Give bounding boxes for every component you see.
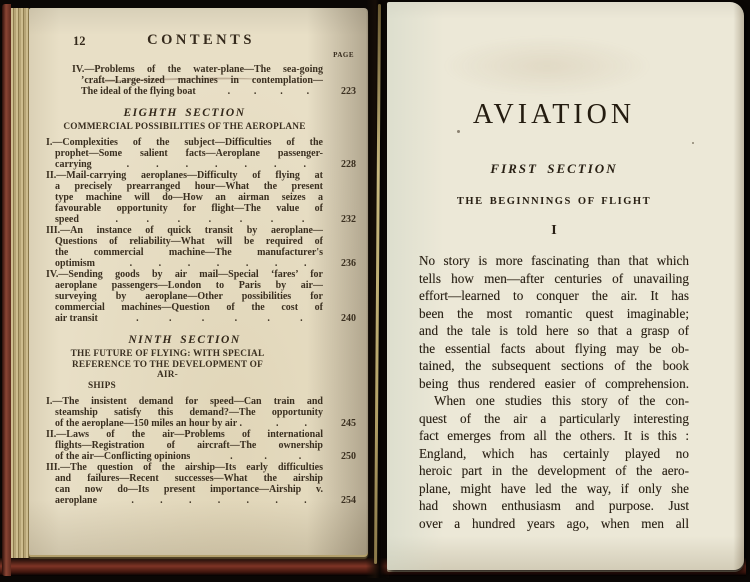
leader-dot: . — [273, 158, 277, 170]
dot-leaders — [95, 258, 341, 269]
toc-entry-line: II.—Laws of the air—Problems of international — [46, 428, 323, 440]
leader-dot: . — [146, 213, 150, 225]
leader-dot: . — [253, 86, 257, 97]
leader-dot: . — [234, 312, 238, 324]
book-title: AVIATION — [472, 99, 636, 130]
toc-entry-line: III.—An instance of quick transit by aeroplane— — [46, 224, 323, 236]
leader-dot: . — [304, 494, 307, 506]
section-subtitle — [46, 122, 323, 133]
toc-page-number: 254 — [341, 494, 356, 506]
paragraph-line: plane, might have led the way, if only she — [419, 480, 689, 496]
leader-dot: . — [267, 312, 270, 324]
toc-entry-line: II.—Mail-carrying aeroplanes—Difficulty of flying at — [46, 169, 323, 181]
body-text — [419, 252, 689, 532]
toc-entry-line: flights—Registration of aircraft—The ownership — [55, 439, 323, 451]
paragraph-line: being thus rendered easier of comprehension. — [419, 375, 689, 391]
toc-entry — [46, 429, 356, 462]
toc-entry-last-line — [55, 159, 356, 170]
page-number: 12 — [73, 34, 86, 48]
toc-entry-last-line — [55, 313, 356, 324]
toc-entry-last-line — [55, 495, 356, 506]
toc-entry-text: of the air—Conflicting opinions — [55, 450, 191, 462]
leader-dot: . — [227, 86, 231, 97]
toc-entry — [46, 269, 356, 324]
toc-entry — [46, 170, 356, 225]
toc-entry-last-line — [55, 451, 356, 462]
leader-dot: . — [158, 257, 162, 269]
contents-heading: CONTENTS — [147, 32, 255, 48]
toc-entry-line: Questions of reliability—What will be required of — [55, 235, 323, 247]
first-section-page — [387, 2, 744, 570]
paragraph-line: had shown enthusiasm and purpose. Just — [419, 498, 689, 513]
leader-dot: . — [126, 158, 130, 170]
leader-dot: . — [230, 450, 233, 462]
section-subtitle-line: REFERENCE TO THE DEVELOPMENT OF AIR- — [72, 359, 263, 381]
toc-entry-line: IV.—Sending goods by air mail—Special ‘fares’ for — [46, 268, 323, 280]
paragraph-line: quest of the air a particularly interesting — [419, 410, 689, 426]
toc-entry-line: type machine will do—How an airman seizes a — [55, 191, 323, 203]
contents-header — [46, 32, 356, 49]
leader-dot: . — [177, 213, 181, 225]
leader-dot: . — [187, 257, 191, 269]
leader-dot: . — [300, 312, 303, 324]
toc-entry-text: speed — [55, 213, 79, 225]
dot-leaders — [79, 214, 341, 225]
toc-entry-line: the commercial machine—The manufacturer's — [55, 246, 323, 258]
leader-dot: . — [270, 213, 274, 225]
toc-entry-line: ’craft—Large-sized machines in contemplation— — [81, 75, 323, 86]
toc-entry-line: surveying by aeroplane—Other possibilities for — [55, 290, 323, 302]
leader-dot: . — [306, 86, 310, 97]
page-column-label: PAGE — [333, 51, 354, 59]
paragraph-line: England, which has certainly played no — [419, 445, 689, 461]
toc-entry-line: favourable opportunity for flight—The value of — [55, 202, 323, 214]
leader-dot: . — [160, 494, 163, 506]
section-subtitle-line: SHIPS — [88, 381, 116, 392]
leader-dot: . — [131, 494, 134, 506]
toc-entry-last-line — [55, 214, 356, 225]
chapter-heading: THE BEGINNINGS OF FLIGHT — [456, 196, 652, 207]
paragraph-line: over a hundred years ago, when men all — [419, 515, 689, 531]
toc-entry — [46, 137, 356, 170]
leader-dot: . — [217, 494, 221, 506]
table-of-contents — [46, 64, 356, 506]
leader-dot: . — [245, 257, 249, 269]
leader-dot: . — [115, 213, 118, 225]
bookmark-ribbon — [374, 4, 381, 564]
leader-dot: . — [216, 257, 220, 269]
toc-page-number: 223 — [341, 86, 356, 97]
leader-dot: . — [298, 450, 302, 462]
page-edges-stack — [11, 8, 29, 558]
paragraph-line: No story is more fascinating than that which — [419, 253, 689, 268]
book-cover-edge-left — [2, 4, 11, 576]
toc-entry-line: I.—Complexities of the subject—Difficulties of the — [46, 136, 323, 148]
section-subtitle-line: COMMERCIAL POSSIBILITIES OF THE AEROPLANE — [63, 122, 306, 132]
paragraph-line: fact emerges from all the others. It is this : — [419, 428, 689, 443]
toc-entry-line: III.—The question of the airship—Its early difficulties — [46, 461, 323, 473]
leader-dot: . — [303, 257, 307, 269]
dot-leaders — [98, 313, 341, 324]
dot-leaders — [196, 86, 341, 97]
toc-entry — [46, 225, 356, 269]
book-gutter — [366, 0, 389, 578]
leader-dot: . — [239, 213, 243, 225]
contents-page — [29, 8, 368, 555]
leader-dot: . — [301, 213, 305, 225]
leader-dot: . — [264, 450, 267, 462]
toc-entry-text: optimism — [55, 257, 95, 269]
leader-dot: . — [188, 494, 192, 506]
paragraph — [419, 252, 689, 392]
toc-entry-text: aeroplane — [55, 494, 98, 506]
toc-entry-line: IV.—Problems of the water-plane—The sea-going — [72, 64, 323, 75]
leader-dot: . — [156, 158, 159, 170]
toc-entry — [46, 64, 356, 97]
toc-entry-line: can now do—Its present importance—Airship v. — [55, 483, 323, 495]
toc-entry-text: carrying — [55, 158, 92, 170]
toc-entry — [46, 462, 356, 506]
section-subtitle — [64, 349, 271, 392]
leader-dot: . — [246, 494, 250, 506]
toc-entry-text: of the aeroplane—150 miles an hour by air . — [55, 417, 242, 429]
toc-entry-last-line — [81, 86, 356, 97]
toc-entry-line: steamship satisfy this demand?—The opportunity — [55, 406, 323, 418]
toc-entry-last-line — [55, 258, 356, 269]
first-section-content — [419, 2, 689, 532]
paragraph-line: When one studies this story of the con- — [434, 393, 689, 408]
leader-dot: . — [304, 417, 307, 429]
toc-entry-line: a precisely prearranged hour—What the present — [55, 180, 323, 192]
toc-entry-last-line — [55, 418, 356, 429]
paragraph-line: tained, the subsequent sections of the book — [419, 358, 689, 373]
leader-dot: . — [208, 213, 212, 225]
section-heading: FIRST SECTION — [490, 161, 618, 176]
toc-entry-text: air transit — [55, 312, 98, 324]
leader-dot: . — [201, 312, 205, 324]
toc-entry-line: aeroplane passengers—London to Paris by air— — [55, 279, 323, 291]
toc-entry — [46, 396, 356, 429]
leader-dot: . — [215, 158, 218, 170]
dot-leaders — [97, 495, 341, 506]
leader-dot: . — [303, 158, 306, 170]
toc-entry-line: prophet—Some salient facts—Aeroplane passenger- — [55, 147, 323, 159]
paragraph — [419, 392, 689, 532]
dot-leaders — [92, 159, 341, 170]
leader-dot: . — [136, 312, 139, 324]
toc-entry-line: commercial machines—Question of the cost of — [55, 301, 323, 313]
paragraph-line: the essential facts about flying may be ob- — [419, 340, 689, 356]
leader-dot: . — [275, 494, 278, 506]
leader-dot: . — [244, 158, 247, 170]
leader-dot: . — [274, 257, 278, 269]
paragraph-line: tells how men—after centuries of unavailing — [419, 270, 689, 286]
leader-dot: . — [168, 312, 172, 324]
dust-speck — [692, 142, 694, 144]
toc-page-number: 250 — [341, 450, 356, 462]
section-subtitle-line: THE FUTURE OF FLYING: WITH SPECIAL — [70, 348, 265, 359]
section-title: NINTH SECTION — [128, 333, 241, 346]
contents-page-content — [46, 8, 356, 555]
toc-entry-line: and failures—Recent successes—What the airship — [55, 472, 323, 484]
leader-dot: . — [129, 257, 133, 269]
paragraph-line: effort—learned to conquer the air. It has — [419, 288, 689, 303]
toc-entry-line: I.—The insistent demand for speed—Can train and — [46, 395, 323, 407]
dot-leaders — [242, 418, 341, 429]
leader-dot: . — [280, 86, 283, 97]
chapter-numeral: I — [551, 223, 557, 238]
toc-page-number: 228 — [341, 158, 356, 170]
toc-page-number: 236 — [341, 257, 356, 269]
toc-page-number: 240 — [341, 312, 356, 324]
paragraph-line: heroic part in the development of the aero- — [419, 463, 689, 478]
leader-dot: . — [185, 158, 189, 170]
dot-leaders — [190, 451, 341, 462]
paragraph-line: been the most romantic quest imaginable; — [419, 305, 689, 321]
section-title: EIGHTH SECTION — [123, 107, 246, 119]
leader-dot: . — [275, 417, 279, 429]
toc-page-number: 232 — [341, 213, 356, 225]
paragraph-line: and the tale is told here so that a grasp of — [419, 323, 689, 338]
toc-entry-text: The ideal of the flying boat — [81, 86, 196, 97]
toc-page-number: 245 — [341, 417, 356, 429]
